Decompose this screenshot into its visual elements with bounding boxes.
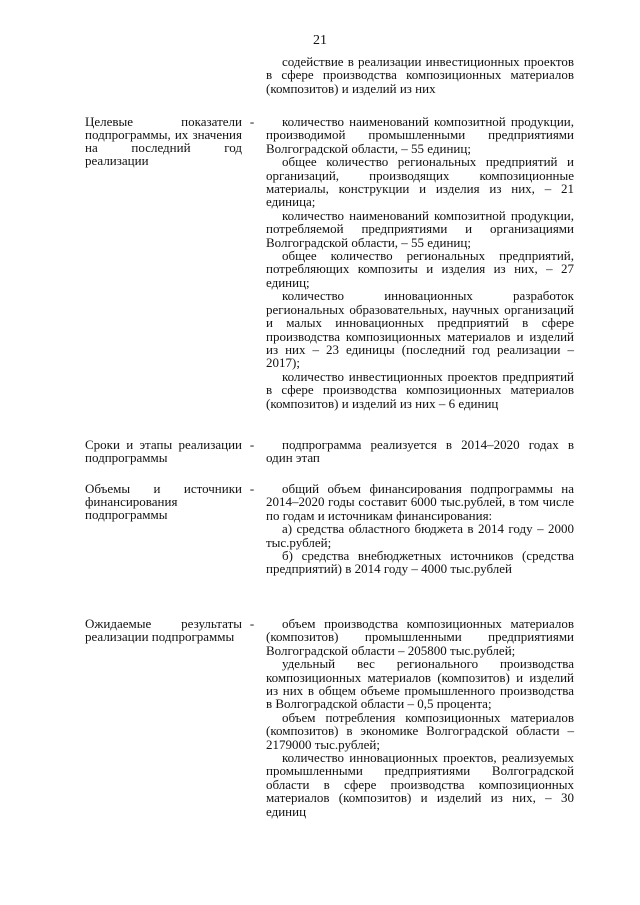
section-label: Объемы и источники финансирования подпрограммы [85, 481, 242, 522]
section-label: Целевые показатели подпрограммы, их значения на последний год реализации [85, 114, 242, 168]
result-paragraph: удельный вес регионального производства композиционных материалов (композитов) и изделий из них в общем объеме промышленного производства в Волгоградской области – 0,5 процента; [266, 656, 574, 712]
result-paragraph: количество инновационных проектов, реализуемых промышленными предприятиями Волгоградской области в сфере производства композиционных материалов (композитов) и изделий из них, – 30 единиц [266, 750, 574, 819]
indicator-paragraph: количество инвестиционных проектов предприятий в сфере производства композиционных материалов (композитов) и изделий из них – 6 единиц [266, 368, 574, 411]
section-content [266, 438, 574, 465]
section-dash: - [249, 437, 255, 452]
indicator-paragraph: количество инновационных разработок региональных образовательных, научных организаций и малых инновационных предприятий в сфере производства композиционных материалов и изделий из них – 23 единицы (последний год реализации – 2017); [266, 288, 574, 371]
section-content [266, 482, 574, 576]
indicator-paragraph: общее количество региональных предприятий и организаций, производящих композиционные материалы, конструкции и изделия из них, – 21 единица; [266, 154, 574, 210]
indicator-paragraph: общее количество региональных предприятий, потребляющих композиты и изделия из них, – 27 единиц; [266, 248, 574, 290]
section-dash: - [249, 616, 255, 631]
section-content [266, 115, 574, 410]
section-label: Сроки и этапы реализации подпрограммы [85, 437, 242, 465]
section-content [266, 617, 574, 818]
timeframe-paragraph: подпрограмма реализуется в 2014–2020 годах в один этап [266, 437, 574, 466]
indicator-paragraph: количество наименований композитной продукции, производимой промышленными предприятиями Волгоградской области, – 55 единиц; [266, 114, 574, 156]
financing-paragraph: общий объем финансирования подпрограммы на 2014–2020 годы составит 6000 тыс.рублей, в том числе по годам и источникам финансирования: [266, 481, 574, 523]
section-dash: - [249, 481, 255, 496]
section-dash: - [249, 114, 255, 129]
section-label: Ожидаемые результаты реализации подпрограммы [85, 616, 242, 644]
intro-paragraph: содействие в реализации инвестиционных проектов в сфере производства композиционных материалов (композитов) и изделий из них [266, 54, 574, 96]
financing-paragraph: а) средства областного бюджета в 2014 году – 2000 тыс.рублей; [266, 521, 574, 550]
result-paragraph: объем производства композиционных материалов (композитов) промышленными предприятиями Волгоградской области – 205800 тыс.рублей; [266, 616, 574, 658]
indicator-paragraph: количество наименований композитной продукции, потребляемой предприятиями и организациями Волгоградской области, – 55 единиц; [266, 207, 574, 250]
page-number: 21 [313, 33, 327, 48]
financing-paragraph: б) средства внебюджетных источников (средства предприятий) в 2014 году – 4000 тыс.рублей [266, 548, 574, 577]
result-paragraph: объем потребления композиционных материалов (композитов) в экономике Волгоградской области – 2179000 тыс.рублей; [266, 709, 574, 752]
